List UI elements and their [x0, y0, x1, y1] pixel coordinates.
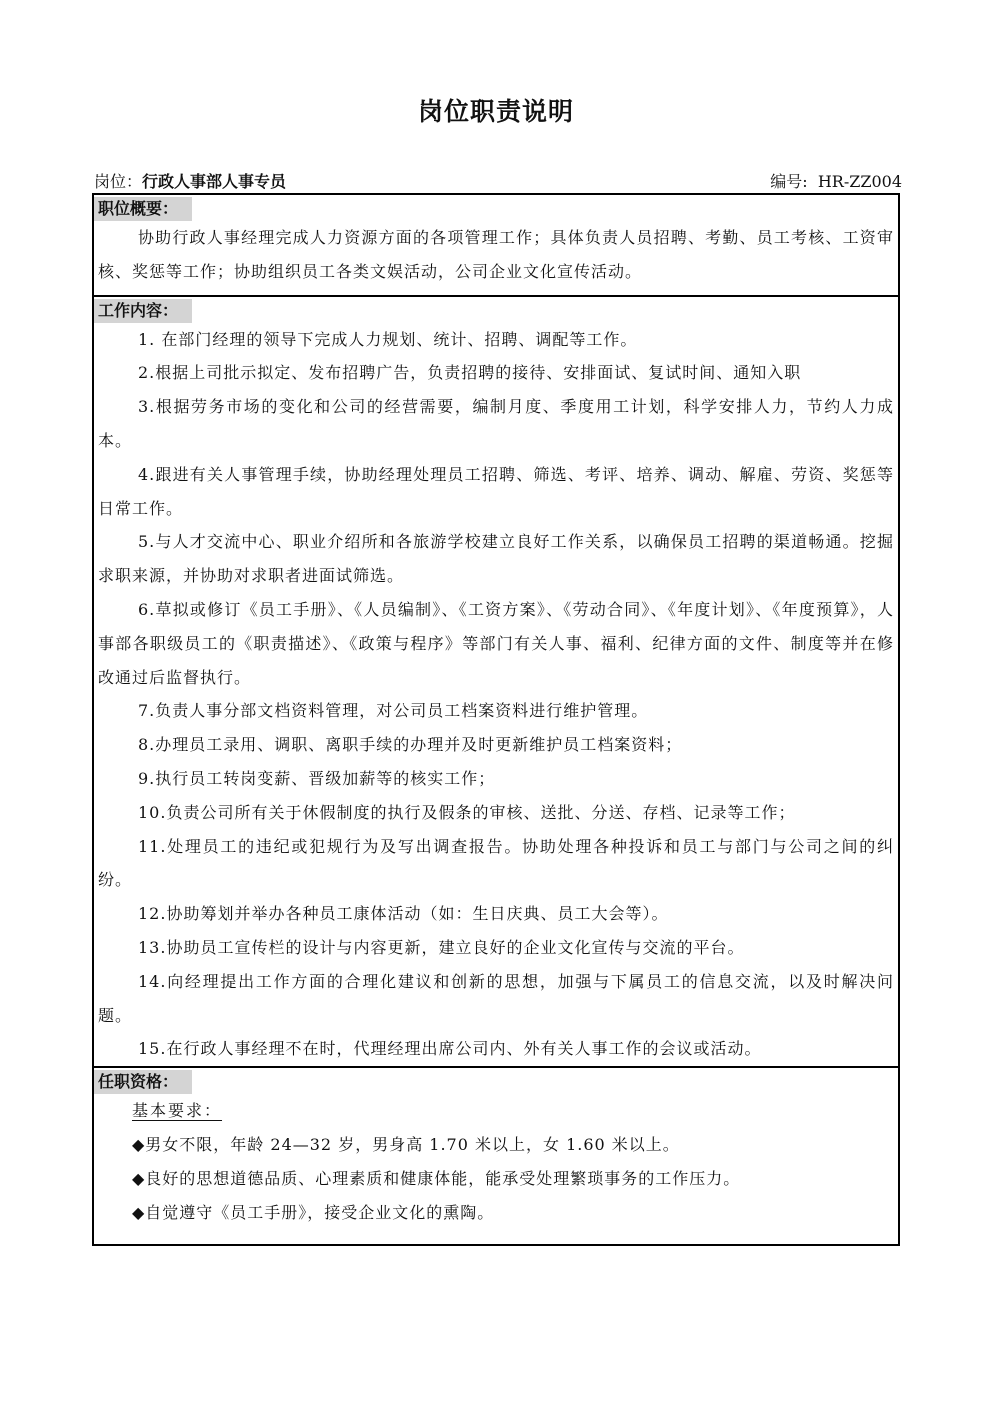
overview-section [94, 195, 898, 295]
qualifications-section [94, 1066, 898, 1244]
duty-item: 10.负责公司所有关于休假制度的执行及假条的审核、送批、分送、存档、记录等工作； [138, 802, 796, 822]
post-label: 岗位： [94, 172, 143, 191]
post-value: 行政人事部人事专员 [142, 172, 287, 191]
code-value: HR-ZZ004 [817, 172, 902, 191]
duty-item: 5.与人才交流中心、职业介绍所和各旅游学校建立良好工作关系，以确保员工招聘的渠道畅通。挖掘求职来源，并协助对求职者进面试筛选。 [98, 532, 894, 586]
duties-section [94, 295, 898, 1067]
overview-text: 协助行政人事经理完成人力资源方面的各项管理工作；具体负责人员招聘、考勤、员工考核、工资审核、奖惩等工作；协助组织员工各类文娱活动，公司企业文化宣传活动。 [98, 228, 894, 281]
duties-heading: 工作内容： [94, 299, 192, 323]
overview-heading: 职位概要： [94, 197, 192, 221]
duty-item: 8.办理员工录用、调职、离职手续的办理并及时更新维护员工档案资料； [138, 735, 683, 755]
table-bottom-border [92, 1244, 900, 1246]
duty-item: 2.根据上司批示拟定、发布招聘广告，负责招聘的接待、安排面试、复试时间、通知入职 [138, 363, 802, 383]
duty-item: 6.草拟或修订《员工手册》、《人员编制》、《工资方案》、《劳动合同》、《年度计划》、《年度预算》，人事部各职级员工的《职责描述》、《政策与程序》等部门有关人事、福利、纪律方面的文件、制度等并在修改通过后监督执行。 [98, 599, 894, 687]
duty-item: 3.根据劳务市场的变化和公司的经营需要，编制月度、季度用工计划，科学安排人力，节约人力成本。 [98, 397, 894, 450]
duty-item: 7.负责人事分部文档资料管理，对公司员工档案资料进行维护管理。 [138, 701, 649, 721]
header-meta [94, 172, 902, 192]
requirement-item: ◆男女不限，年龄 24—32 岁，男身高 1.70 米以上，女 1.60 米以上。 [132, 1135, 680, 1155]
requirement-item: ◆自觉遵守《员工手册》，接受企业文化的熏陶。 [132, 1203, 495, 1223]
basic-requirements-heading: 基本要求： [132, 1101, 223, 1121]
duty-item: 15.在行政人事经理不在时，代理经理出席公司内、外有关人事工作的会议或活动。 [138, 1039, 762, 1059]
requirement-item: ◆良好的思想道德品质、心理素质和健康体能，能承受处理繁琐事务的工作压力。 [132, 1169, 741, 1189]
job-description-table [92, 193, 900, 1244]
code-label: 编号: [770, 172, 808, 191]
duty-item: 1. 在部门经理的领导下完成人力规划、统计、招聘、调配等工作。 [138, 329, 638, 349]
code-info [770, 172, 902, 192]
duty-item: 9.执行员工转岗变薪、晋级加薪等的核实工作； [138, 768, 496, 788]
post-info [94, 172, 286, 192]
duty-item: 13.协助员工宣传栏的设计与内容更新，建立良好的企业文化宣传与交流的平台。 [138, 937, 745, 957]
duty-item: 11.处理员工的违纪或犯规行为及写出调查报告。协助处理各种投诉和员工与部门与公司之间的纠纷。 [98, 836, 894, 890]
duty-item: 12.协助筹划并举办各种员工康体活动（如：生日庆典、员工大会等）。 [138, 904, 669, 924]
qualifications-heading: 任职资格： [94, 1070, 192, 1094]
duty-item: 4.跟进有关人事管理手续，协助经理处理员工招聘、筛选、考评、培养、调动、解雇、劳资、奖惩等日常工作。 [98, 464, 894, 518]
page-title: 岗位职责说明 [417, 97, 574, 126]
duty-item: 14.向经理提出工作方面的合理化建议和创新的思想，加强与下属员工的信息交流，以及时解决问题。 [98, 971, 894, 1025]
